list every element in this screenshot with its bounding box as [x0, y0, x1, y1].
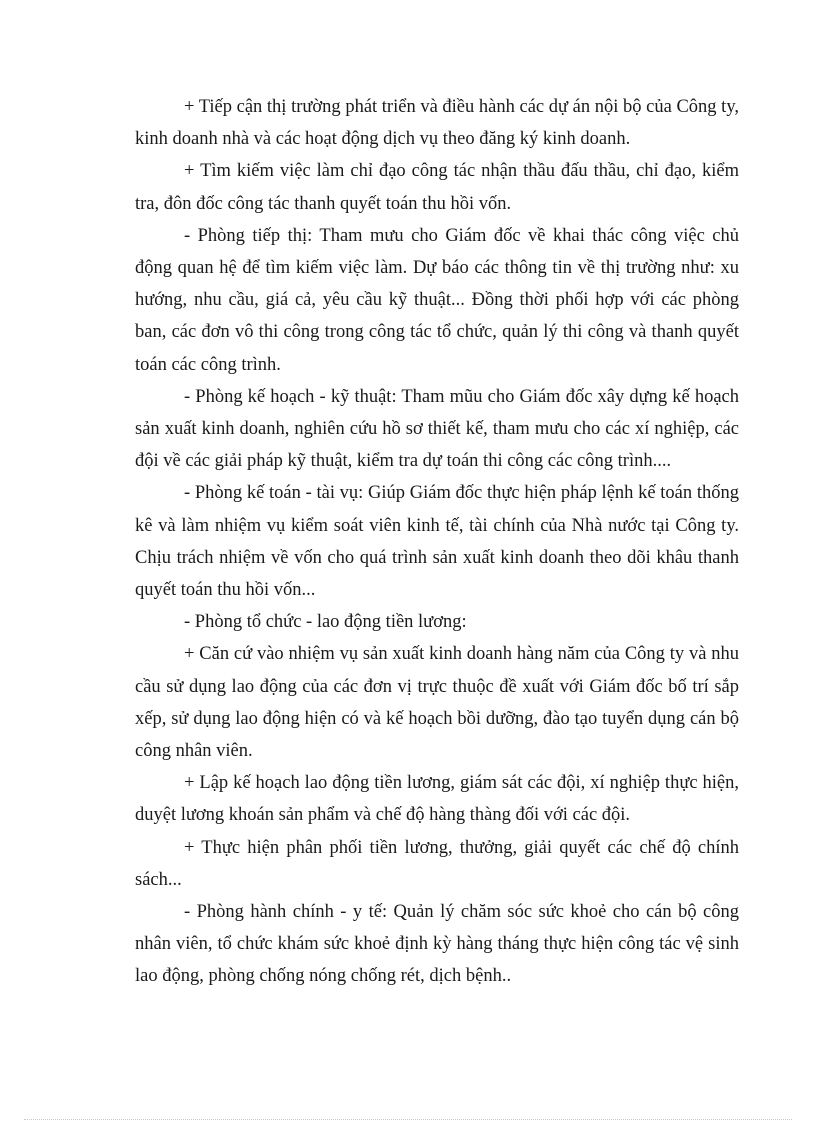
paragraph-market-access: + Tiếp cận thị trường phát triển và điều hành các dự án nội bộ của Công ty, kinh doanh nhà và các hoạt động dịch vụ theo đăng ký kinh doanh. [135, 97, 739, 150]
paragraph-planning-tech-dept: - Phòng kế hoạch - kỹ thuật: Tham mũu cho Giám đốc xây dựng kế hoạch sản xuất kinh doanh, nghiên cứu hồ sơ thiết kế, tham mưu cho các xí nghiệp, các đội về các giải pháp kỹ thuật, kiểm tra dự toán thi công các công trình.... [135, 386, 739, 472]
paragraph-hr-wage-plan: + Lập kế hoạch lao động tiền lương, giám sát các đội, xí nghiệp thực hiện, duyệt lương khoán sản phẩm và chế độ hàng thàng đối với các đội. [135, 773, 739, 826]
paragraph-hr-salary-distribution: + Thực hiện phân phối tiền lương, thưởng, giải quyết các chế độ chính sách... [135, 837, 739, 890]
paragraph-hr-dept-heading: - Phòng tổ chức - lao động tiền lương: [184, 612, 467, 633]
paragraph-accounting-dept: - Phòng kế toán - tài vụ: Giúp Giám đốc thực hiện pháp lệnh kế toán thống kê và làm nhiệm vụ kiểm soát viên kinh tế, tài chính của Nhà nước tại Công ty. Chịu trách nhiệm về vốn cho quá trình sản xuất kinh doanh theo dõi khâu thanh quyết toán thu hồi vốn... [135, 483, 739, 601]
page-bottom-divider [24, 1119, 792, 1120]
paragraph-hr-staffing: + Căn cứ vào nhiệm vụ sản xuất kinh doanh hàng năm của Công ty và nhu cầu sử dụng lao động của các đơn vị trực thuộc đề xuất với Giám đốc bố trí sắp xếp, sử dụng lao động hiện có và kế hoạch bồi dưỡng, đào tạo tuyển dụng cán bộ công nhân viên. [135, 644, 739, 762]
paragraph-marketing-dept: - Phòng tiếp thị: Tham mưu cho Giám đốc về khai thác công việc chủ động quan hệ để tìm kiếm việc làm. Dự báo các thông tin về thị trường như: xu hướng, nhu cầu, giá cả, yêu cầu kỹ thuật... Đồng thời phối hợp với các phòng ban, các đơn vô thi công trong công tác tổ chức, quản lý thi công và thanh quyết toán các công trình. [135, 225, 739, 375]
document-page [135, 91, 739, 993]
paragraph-admin-medical-dept: - Phòng hành chính - y tế: Quản lý chăm sóc sức khoẻ cho cán bộ công nhân viên, tổ chức khám sức khoẻ định kỳ hàng tháng thực hiện công tác vệ sinh lao động, phòng chống nóng chống rét, dịch bệnh.. [135, 902, 739, 987]
paragraph-job-search: + Tìm kiếm việc làm chỉ đạo công tác nhận thầu đấu thầu, chỉ đạo, kiểm tra, đôn đốc công tác thanh quyết toán thu hồi vốn. [135, 161, 739, 214]
